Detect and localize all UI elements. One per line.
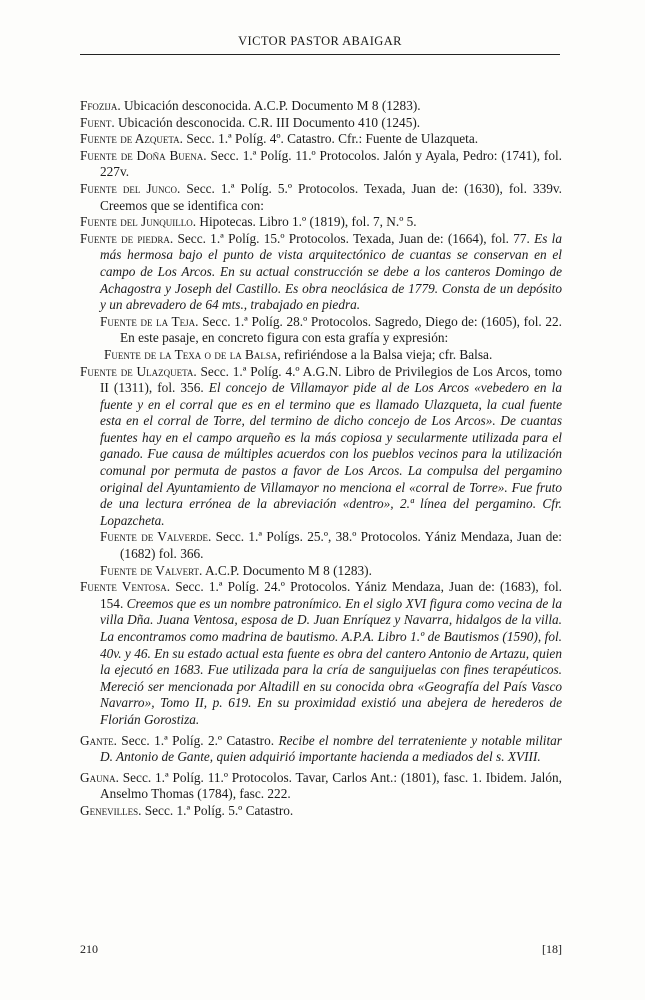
entry-fuente-de-dona-buena (80, 148, 562, 181)
entry-text: Secc. 1.ª Políg. 4.º A.G.N. Libro de Privilegios de Los Arcos, tomo II (1311), fol. 356. (100, 363, 562, 396)
entry-text: Secc. 1.ª Políg. 5.º Protocolos. Texada, Juan de: (1630), fol. 339v. Creemos que se identifica con: (100, 180, 562, 213)
entry-head: Gauna. (80, 769, 119, 785)
entry-head: Fuente de piedra. (80, 230, 174, 246)
page-footer (80, 942, 562, 957)
entry-gauna (80, 770, 562, 803)
entry-italic-note: El concejo de Villamayor pide al de Los Arcos «vebedero en la fuente y en el corral que es en el termino que es llamado Ulazqueta, la cual fuente esta en el corral de Torre, del termino de dicho concejo de Los Arcos». De cuantas fuentes hay en el campo arqueño es la más copiosa y secularmente utilizada para el ganado. Fue causa de múltiples acuerdos con los pueblos vecinos para la utilización comunal por permuta de pastos a favor de Los Arcos. La compulsa del pergamino original del Ayuntamiento de Villamayor no menciona el «corral de Torre». Fue fruto de una lectura errónea de la abreviación «dentro», 2.ª línea del pergamino. Cfr. Lopazcheta. (100, 380, 562, 528)
entry-head: Fuente del Junquillo. (80, 214, 197, 230)
entry-fuente-de-ulazqueta (80, 364, 562, 530)
entry-head: Fuente de Valvert. (100, 562, 203, 578)
entry-head: Fuente de la Texa o de la Balsa, (104, 346, 281, 362)
entry-ffozija (80, 98, 562, 115)
entry-text: Secc. 1.ª Políg. 5.º Catastro. (141, 802, 294, 818)
entry-text: Hipotecas. Libro 1.º (1819), fol. 7, N.º 5. (196, 214, 417, 230)
entry-fuente-de-valverde (80, 529, 562, 562)
entry-head: Fuente del Junco. (80, 180, 181, 196)
entry-italic-note: Es la más hermosa bajo el punto de vista arquitectónico de cuantas se conservan en el campo de Los Arcos. En su actual construcción se debe a los canteros Domingo de Achagostra y Joseph del Castillo. Es obra neoclásica de 1779. Consta de un depósito y un abrevadero de 64 mts., trabajado en piedra. (100, 230, 563, 313)
entry-text: Secc. 1.ª Políg. 4º. Catastro. Cfr.: Fuente de Ulazqueta. (183, 131, 479, 147)
entry-text: Secc. 1.ª Políg. 2.º Catastro. (116, 732, 279, 748)
entry-head: Fuent. (80, 114, 115, 130)
entry-text: refiriéndose a la Balsa vieja; cfr. Balsa. (280, 346, 493, 362)
entry-fuente-del-junco (80, 181, 562, 214)
entry-head: Fuente de Ulazqueta. (80, 363, 197, 379)
entry-head: Genevilles. (80, 802, 142, 818)
page-number: 210 (80, 942, 98, 956)
entry-fuente-de-la-teja (80, 314, 562, 347)
entry-genevilles (80, 803, 562, 820)
entry-fuente-de-azqueta (80, 131, 562, 148)
entry-head: Fuente Ventosa. (80, 579, 171, 595)
entry-gante (80, 733, 562, 766)
entry-fuent (80, 115, 562, 132)
entry-head: Fuente de Doña Buena. (80, 147, 207, 163)
entry-text: Secc. 1.ª Políg. 28.º Protocolos. Sagredo, Diego de: (1605), fol. 22. En este pasaje, en concreto figura con esta grafía y expresión: (120, 313, 562, 346)
entry-head: Ffozija. (80, 98, 121, 113)
entry-text: Secc. 1.ª Polígs. 25.º, 38.º Protocolos. Yániz Mendaza, Juan de: (1682) fol. 366. (120, 529, 562, 562)
entry-fuente-del-junquillo (80, 214, 562, 231)
entry-fuente-ventosa (80, 579, 562, 728)
section-number: [18] (542, 942, 562, 956)
entry-head: Fuente de Azqueta. (80, 131, 183, 147)
entry-fuente-de-piedra (80, 231, 562, 314)
running-head: VICTOR PASTOR ABAIGAR (80, 34, 560, 55)
glossary-body (80, 98, 562, 820)
entry-text: Ubicación desconocida. A.C.P. Documento M 8 (1283). (120, 98, 421, 113)
entry-head: Fuente de la Teja. (100, 313, 199, 329)
entry-text: A.C.P. Documento M 8 (1283). (202, 562, 372, 578)
entry-italic-note: Creemos que es un nombre patronímico. En el siglo XVI figura como vecina de la villa Dña. Juana Ventosa, esposa de D. Juan Enríquez y Navarra, hidalgos de la villa. La encontramos como madrina de bautismo. A.P.A. Libro 1.º de Bautismos (1590), fol. 40v. y 46. En su estado actual esta fuente es obra del cantero Antonio de Artazu, quien la ejecutó en 1683. Fue utilizada para la cría de sanguijuelas con fines terapéuticos. Mereció ser mencionada por Altadill en su conocida obra «Geografía del País Vasco Navarro», Tomo II, p. 619. En su proximidad existió una abejera de herederos de Florián Gorostiza. (100, 595, 563, 727)
entry-text: Secc. 1.ª Políg. 11.º Protocolos. Jalón y Ayala, Pedro: (1741), fol. 227v. (100, 147, 562, 180)
entry-text: Secc. 1.ª Políg. 24.º Protocolos. Yániz Mendaza, Juan de: (1683), fol. 154. (100, 579, 563, 611)
entry-italic-note: Recibe el nombre del terrateniente y notable militar D. Antonio de Gante, quien adquirió importante hacienda a mediados del s. XVIII. (100, 732, 562, 765)
entry-fuente-de-valvert (80, 563, 562, 580)
entry-fuente-de-la-texa (80, 347, 562, 364)
entry-text: Secc. 1.ª Políg. 11.º Protocolos. Tavar, Carlos Ant.: (1801), fasc. 1. Ibidem. Jalón, Anselmo Thomas (1784), fasc. 222. (100, 769, 562, 802)
entry-head: Gante. (80, 732, 117, 748)
entry-head: Fuente de Valverde. (100, 529, 212, 545)
entry-text: Ubicación desconocida. C.R. III Documento 410 (1245). (114, 114, 421, 130)
entry-text: Secc. 1.ª Políg. 15.º Protocolos. Texada, Juan de: (1664), fol. 77. (173, 230, 535, 246)
